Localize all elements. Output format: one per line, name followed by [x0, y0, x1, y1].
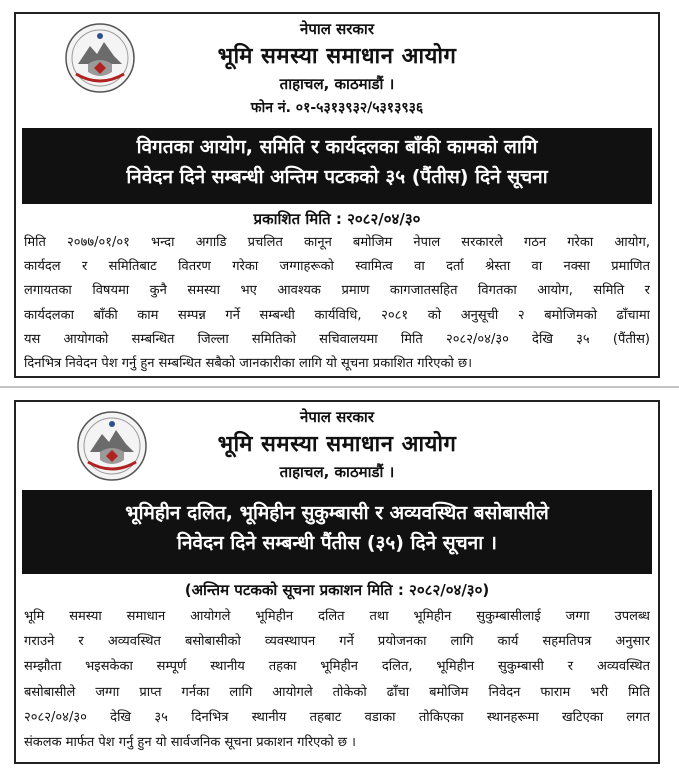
- published-date: (अन्तिम पटकको सूचना प्रकाशन मिति : २०८२/०४/३०): [184, 581, 490, 599]
- body-line: बसोबासीले जग्गा प्राप्त गर्नका लागि आयोगले तोकेको ढाँचा बमोजिम निवेदन फाराम भरी मिति: [24, 684, 650, 700]
- notice-body: [24, 604, 650, 755]
- body-line: संकलक मार्फत पेश गर्नु हुन यो सार्वजनिक सूचना प्रकाशन गरिएको छ ।: [24, 735, 356, 751]
- notice-title-band: [22, 490, 652, 574]
- published-date: प्रकाशित मिति : २०८२/०४/३०: [253, 210, 421, 228]
- body-line: २०८२/०४/३० देखि ३५ दिनभित्र स्थानीय तहबाट वडाका तोकिएका स्थानहरूमा खटिएका लगत: [24, 709, 650, 725]
- government-name: नेपाल सरकार: [300, 408, 374, 426]
- body-line: दिनभित्र निवेदन पेश गर्नु हुन सम्बन्धित सबैको जानकारीका लागि यो सूचना प्रकाशित गरिएको छ।: [24, 356, 473, 372]
- page-separator: [0, 384, 679, 390]
- organization-name: भूमि समस्या समाधान आयोग: [217, 432, 457, 457]
- phone-number: फोन नं. ०१-५३१३९३२/५३१३९३६: [250, 100, 424, 116]
- body-line: मिति २०७७/०१/०१ भन्दा अगाडि प्रचलित कानून बमोजिम नेपाल सरकारले गठन गरेका आयोग,: [24, 235, 650, 250]
- notice-body: [24, 231, 650, 376]
- body-line: लगायतका विषयमा कुनै समस्या भए आवश्यक प्रमाण कागजातसहित विगतका आयोग, समिति र: [24, 283, 650, 299]
- body-line: कार्यदल र समितिबाट वितरण गरेका जग्गाहरूको स्वामित्व वा दर्ता श्रेस्ता वा नक्सा प्रमाणित: [24, 259, 650, 275]
- body-line: यस आयोगको सम्बन्धित जिल्ला समितिको सचिवालयमा मिति २०८२/०४/३० देखि ३५ (पैंतीस): [24, 331, 650, 347]
- notice-title-line-2: निवेदन दिने सम्बन्धी अन्तिम पटकको ३५ (पैंतीस) दिने सूचना: [126, 166, 548, 188]
- organization-location: ताहाचल, काठमाडौं ।: [279, 75, 395, 93]
- notice-title-band: [22, 128, 652, 204]
- notice-title-line-1: विगतका आयोग, समिति र कार्यदलका बाँकी कामको लागि: [136, 136, 538, 158]
- notice-1: [14, 12, 660, 378]
- body-line: कार्यदलका बाँकी काम सम्पन्न गर्ने सम्बन्धी कार्यविधि, २०८१ को अनुसूची २ बमोजिमको ढाँचामा: [24, 307, 650, 323]
- notice-title-line-2: निवेदन दिने सम्बन्धी पैंतीस (३५) दिने सूचना ।: [177, 532, 497, 554]
- body-line: भूमि समस्या समाधान आयोगले भूमिहीन दलित तथा भूमिहीन सुकुम्बासीलाई जग्गा उपलब्ध: [24, 609, 650, 624]
- organization-name: भूमि समस्या समाधान आयोग: [217, 44, 457, 69]
- government-name: नेपाल सरकार: [300, 20, 374, 38]
- organization-location: ताहाचल, काठमाडौं ।: [279, 463, 395, 481]
- body-line: गराउने र अव्यवस्थित बसोबासीको व्यवस्थापन गर्ने प्रयोजनका लागि कार्य सहमतिपत्र अनुसार: [24, 634, 650, 650]
- notice-2: [14, 400, 660, 764]
- body-line: सम्झौता भइसकेका सम्पूर्ण स्थानीय तहका भूमिहीन दलित, भूमिहीन सुकुम्बासी र अव्यवस्थित: [24, 659, 650, 675]
- notice-title-line-1: भूमिहीन दलित, भूमिहीन सुकुम्बासी र अव्यवस्थित बसोबासीले: [125, 502, 549, 524]
